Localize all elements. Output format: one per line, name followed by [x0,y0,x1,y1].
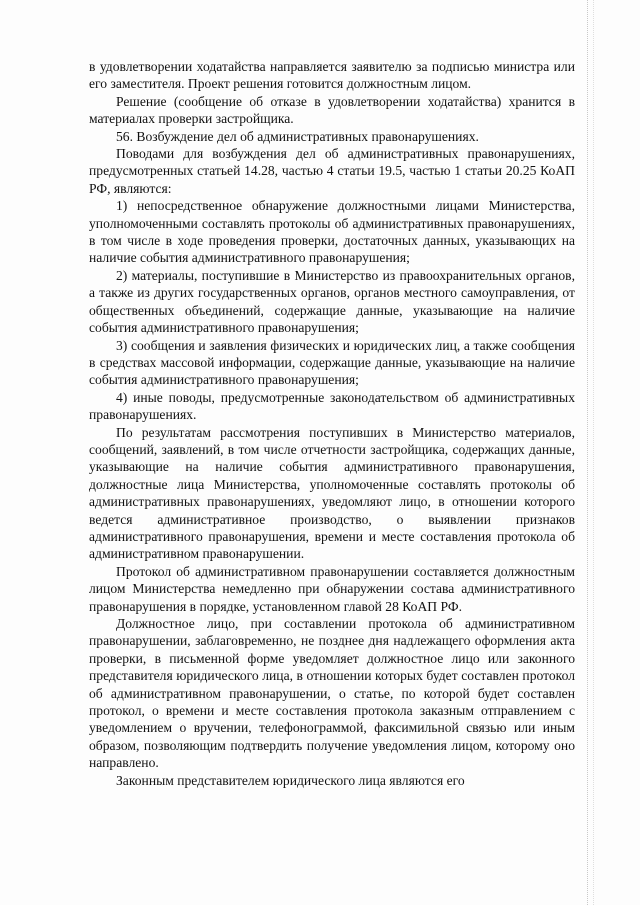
document-paragraph: 4) иные поводы, предусмотренные законодательством об административных правонарушениях. [89,389,575,423]
scan-edge-line [586,0,588,905]
document-paragraph: Законным представителем юридического лица являются его [116,772,465,788]
document-paragraph: Решение (сообщение об отказе в удовлетворении ходатайства) хранится в материалах проверки застройщика. [89,93,575,127]
scan-edge-line [592,0,594,905]
document-paragraph: Должностное лицо, при составлении протокола об административном правонарушении, заблаговременно, не позднее дня надлежащего оформления акта проверки, в письменной форме уведомляет должностное лицо или законного представителя юридического лица, в отношении которых будет составлен протокол об административном правонарушении, о статье, по которой будет составлен протокол, о времени и месте составления протокола заказным отправлением с уведомлением о вручении, телефонограммой, факсимильной связью или иным образом, позволяющим подтвердить получение уведомления лицом, которому оно направлено. [89,616,575,771]
document-paragraph: 56. Возбуждение дел об административных правонарушениях. [116,128,479,144]
document-paragraph: 2) материалы, поступившие в Министерство из правоохранительных органов, а также из других государственных органов, органов местного самоуправления, от общественных объединений, содержащие данные, указывающие на наличие события административного правонарушения; [89,267,575,336]
document-paragraph: в удовлетворении ходатайства направляется заявителю за подписью министра или его заместителя. Проект решения готовится должностным лицом. [89,59,575,92]
document-paragraph: Поводами для возбуждения дел об административных правонарушениях, предусмотренных статьей 14.28, частью 4 статьи 19.5, частью 1 статьи 20.25 КоАП РФ, являются: [89,146,575,196]
document-paragraph: Протокол об административном правонарушении составляется должностным лицом Министерства немедленно при обнаружении состава административного правонарушения в порядке, установленном главой 28 КоАП РФ. [89,563,575,614]
document-paragraph: 1) непосредственное обнаружение должностными лицами Министерства, уполномоченными составлять протоколы об административных правонарушениях, в том числе в ходе проведения проверки, достаточных данных, указывающих на наличие события административного правонарушения; [89,198,575,266]
document-paragraph: 3) сообщения и заявления физических и юридических лиц, а также сообщения в средствах массовой информации, содержащие данные, указывающие на наличие события административного правонарушения; [89,337,575,388]
document-paragraph: По результатам рассмотрения поступивших в Министерство материалов, сообщений, заявлений, в том числе отчетности застройщика, содержащих данные, указывающие на наличие события административного правонарушения, должностные лица Министерства, уполномоченные составлять протоколы об административных правонарушениях, уведомляют лицо, в отношении которого ведется административное производство, о выявлении признаков административного правонарушения, времени и месте составления протокола об административном правонарушении. [89,424,575,562]
document-body [89,58,575,789]
